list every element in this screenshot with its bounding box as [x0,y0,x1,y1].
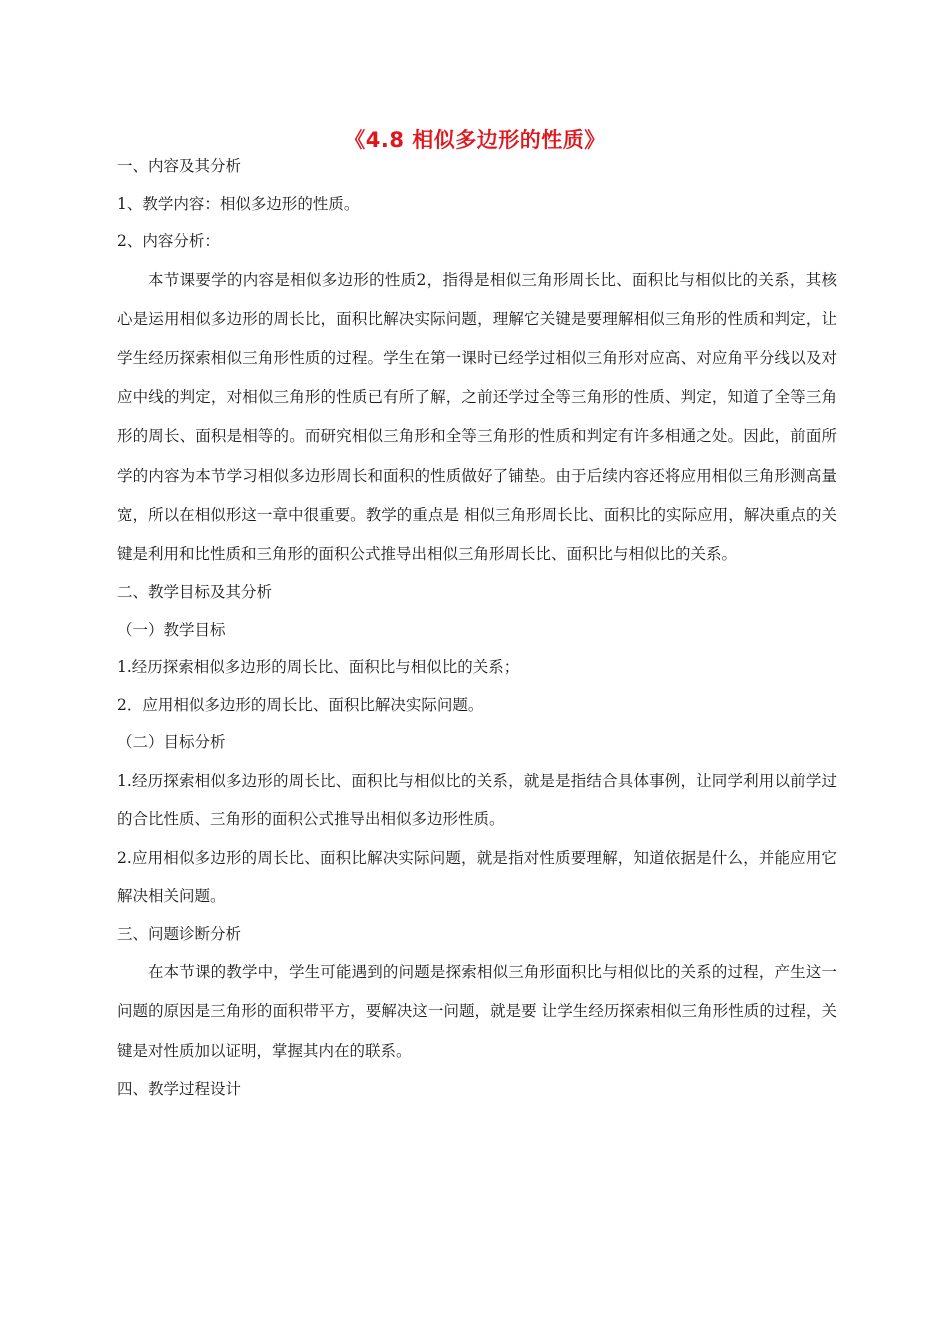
section1-heading: 一、内容及其分析 [117,157,242,175]
section1-item2: 2、内容分析： [117,232,220,250]
section4-heading: 四、教学过程设计 [117,1079,242,1098]
document-title: 《4.8 相似多边形的性质》 [344,128,606,152]
section3-paragraph: 在本节课的教学中，学生可能遇到的问题是探索相似三角形面积比与相似比的关系的过程，产生这一问题的原因是三角形的面积带平方，要解决这一问题，就是要 让学生经历探索相似三角形性质的过程，关键是对性质加以证明，掌握其内在的联系。 [117,963,837,1060]
section2-sub1-item2: 2．应用相似多边形的周长比、面积比解决实际问题。 [117,695,484,714]
section1-paragraph: 本节课要学的内容是相似多边形的性质2，指得是相似三角形周长比、面积比与相似比的关系，其核心是运用相似多边形的周长比，面积比解决实际问题，理解它关键是要理解相似三角形的性质和判定，让学生经历探索相似三角形性质的过程。学生在第一课时已经学过相似三角形对应高、对应角平分线以及对应中线的判定，对相似三角形的性质已有所了解，之前还学过全等三角形的性质、判定，知道了全等三角形的周长、面积是相等的。而研究相似三角形和全等三角形的性质和判定有许多相通之处。因此，前面所学的内容为本节学习相似多边形周长和面积的性质做好了铺垫。由于后续内容还将应用相似三角形测高量宽，所以在相似形这一章中很重要。教学的重点是 相似三角形周长比、面积比的实际应用，解决重点的关键是利用和比性质和三角形的面积公式推导出相似三角形周长比、面积比与相似比的关系。 [117,270,837,563]
section2-heading: 二、教学目标及其分析 [117,583,273,602]
section2-sub2-item1: 1.经历探索相似多边形的周长比、面积比与相似比的关系，就是是指结合具体事例，让同学利用以前学过的合比性质、三角形的面积公式推导出相似多边形性质。 [117,771,837,829]
section2-sub1-heading: （一）教学目标 [117,620,226,639]
section2-sub1-item1: 1.经历探索相似多边形的周长比、面积比与相似比的关系； [117,658,520,677]
document-body [117,148,837,1108]
section3-heading: 三、问题诊断分析 [117,924,242,943]
section2-sub2-item2: 2.应用相似多边形的周长比、面积比解决实际问题，就是指对性质要理解，知道依据是什么，并能应用它解决相关问题。 [117,848,837,906]
section2-sub2-heading: （二）目标分析 [117,733,226,752]
section1-item1: 1、教学内容：相似多边形的性质。 [117,194,360,213]
